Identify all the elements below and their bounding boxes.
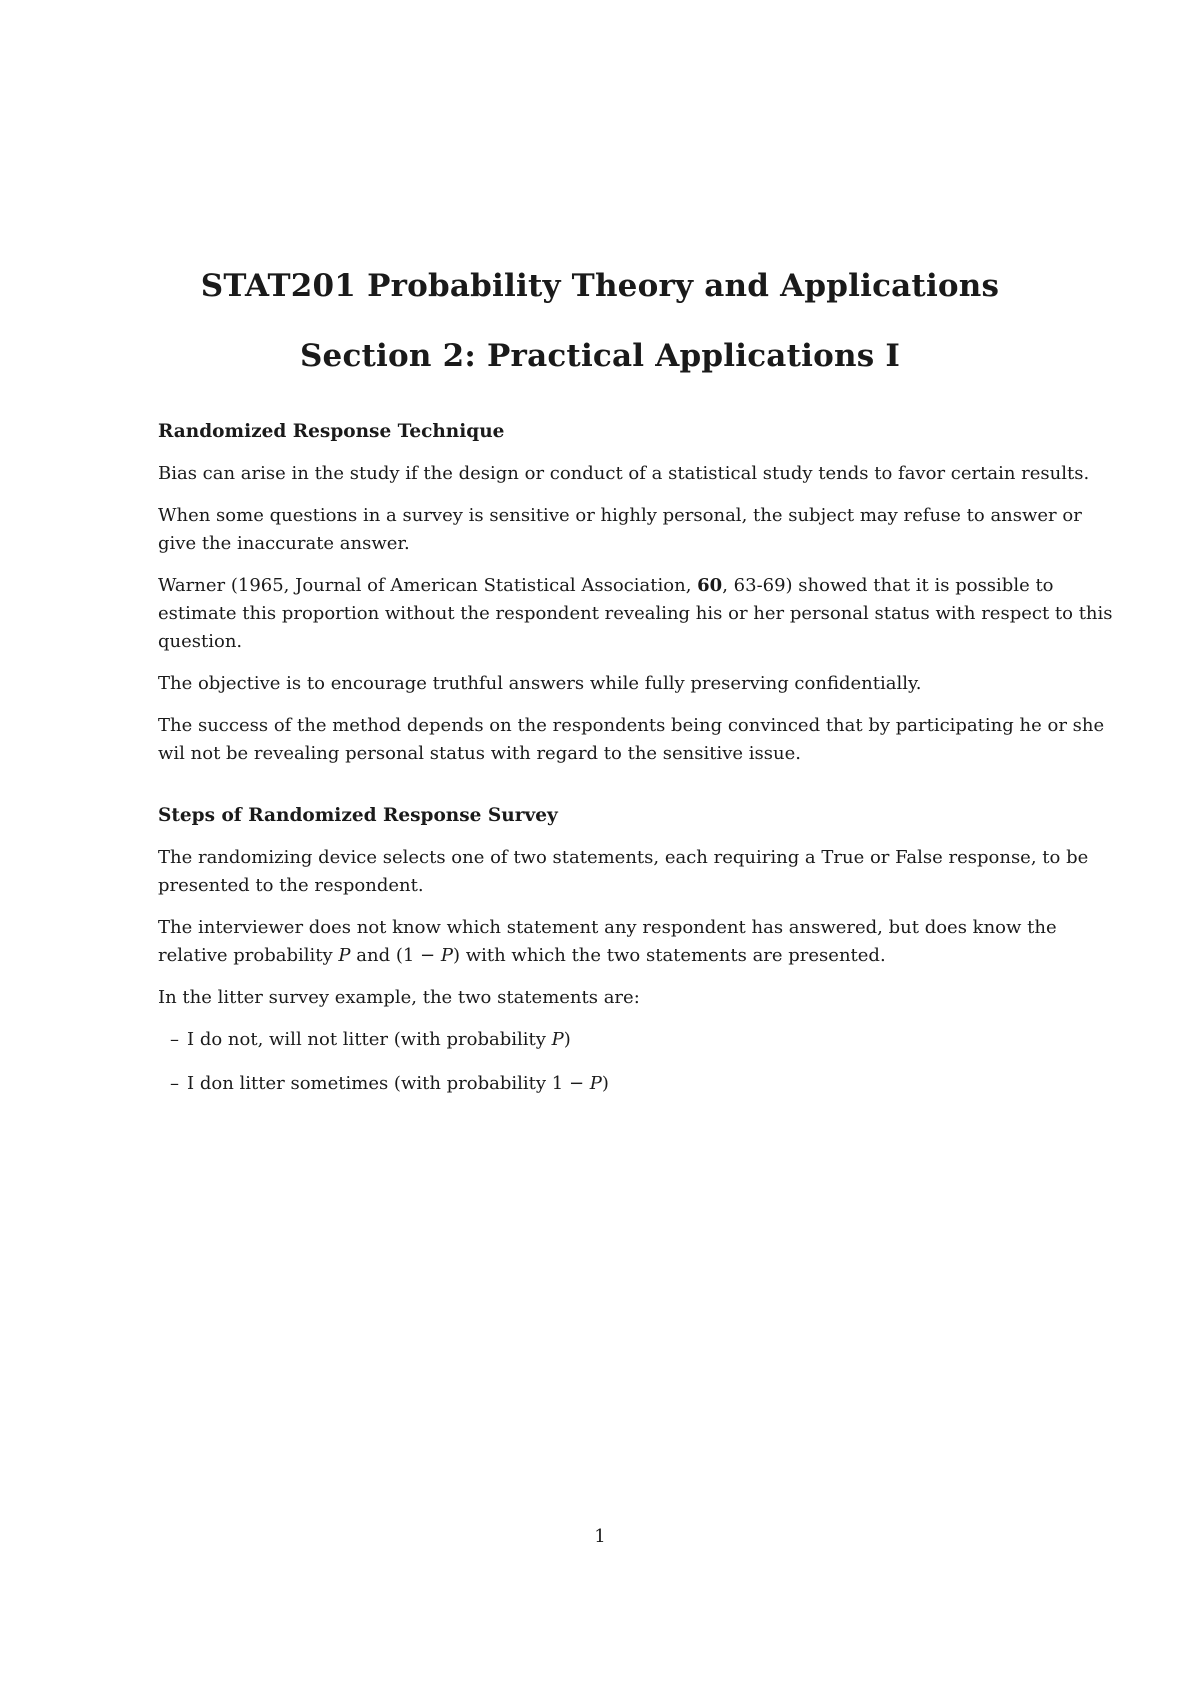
paragraph-objective: The objective is to encourage truthful answers while fully preserving confidentially.: [158, 673, 922, 694]
paragraph-warner: [158, 572, 1118, 656]
document-title: STAT201 Probability Theory and Applications: [200, 268, 1000, 304]
interviewer-text-a: The interviewer does not know which statement any respondent has answered, but does know the relative probability: [158, 917, 1057, 966]
math-p: P: [589, 1073, 602, 1094]
dash-marker: –: [170, 1073, 179, 1094]
heading-randomized-response: Randomized Response Technique: [158, 421, 505, 442]
paragraph-sensitive-questions: When some questions in a survey is sensitive or highly personal, the subject may refuse to answer or give the inaccurate answer.: [158, 505, 1082, 554]
page-number: 1: [594, 1526, 606, 1547]
interviewer-text-b: and (1 −: [350, 945, 441, 966]
math-p: P: [440, 945, 453, 966]
statement-text: I do not, will not litter (with probability: [187, 1029, 552, 1050]
heading-steps: Steps of Randomized Response Survey: [158, 805, 558, 826]
section-title: Section 2: Practical Applications I: [299, 338, 901, 374]
statement-text: I don litter sometimes (with probability 1 −: [187, 1073, 590, 1094]
document-body: [158, 418, 1118, 1114]
statement-end: ): [601, 1073, 609, 1094]
journal-volume: 60: [697, 575, 723, 596]
dash-marker: –: [170, 1029, 179, 1050]
paragraph-randomizing-device: The randomizing device selects one of two statements, each requiring a True or False response, to be presented to the respondent.: [158, 847, 1089, 896]
math-p: P: [338, 945, 351, 966]
list-item: [170, 1070, 1118, 1098]
list-item: [170, 1026, 1118, 1054]
statement-list: [158, 1026, 1118, 1098]
interviewer-text-c: ) with which the two statements are presented.: [452, 945, 886, 966]
warner-text-after: , 63-69) showed that it is possible to estimate this proportion without the respondent revealing his or her personal status with respect to this question.: [158, 575, 1113, 652]
statement-end: ): [563, 1029, 571, 1050]
math-p: P: [551, 1029, 564, 1050]
paragraph-bias: Bias can arise in the study if the design or conduct of a statistical study tends to favor certain results.: [158, 463, 1090, 484]
paragraph-interviewer: [158, 914, 1118, 970]
warner-text-before: Warner (1965, Journal of American Statistical Association,: [158, 575, 698, 596]
paragraph-litter-intro: In the litter survey example, the two statements are:: [158, 987, 640, 1008]
paragraph-success: The success of the method depends on the respondents being convinced that by participating he or she wil not be revealing personal status with regard to the sensitive issue.: [158, 715, 1105, 764]
